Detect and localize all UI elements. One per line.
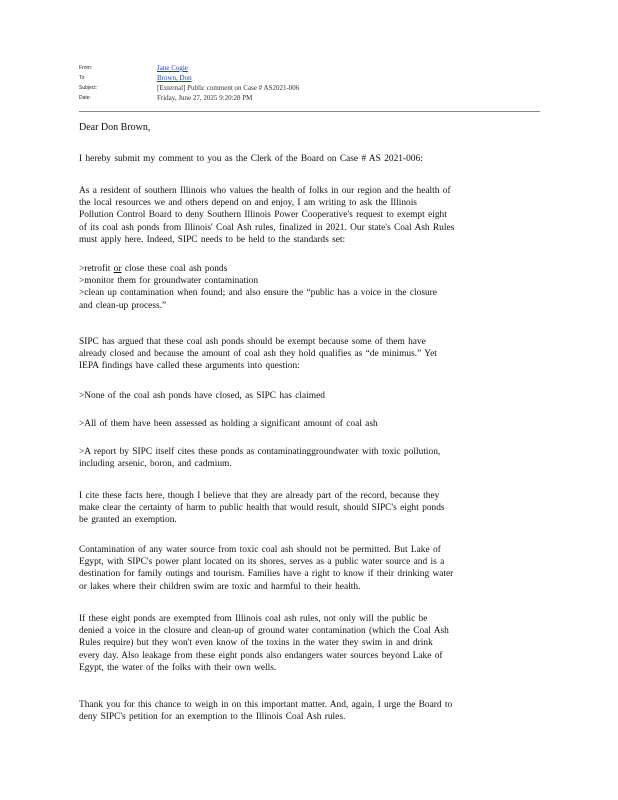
date-value: Friday, June 27, 2025 9:20:28 PM xyxy=(157,94,253,102)
date-label: Date: xyxy=(79,95,91,101)
paragraph-line: IEPA findings have called these arguments into question: xyxy=(79,361,300,372)
paragraph-line: SIPC has argued that these coal ash ponds should be exempt because some of them have xyxy=(79,337,426,347)
paragraph-line: deny SIPC's petition for an exemption to the Illinois Coal Ash rules. xyxy=(79,712,346,723)
paragraph-line: make clear the certainty of harm to public health that would result, should SIPC's eight ponds xyxy=(79,503,445,514)
list-item: >clean up contamination when found; and also ensure the “public has a voice in the closure xyxy=(79,288,437,299)
list-item-text: close these coal ash ponds xyxy=(121,264,228,274)
paragraph-line: Egypt, the water of the folks with their own wells. xyxy=(79,662,277,673)
greeting: Dear Don Brown, xyxy=(79,122,151,133)
intro-paragraph xyxy=(79,153,534,165)
paragraph-line: denied a voice in the closure and clean-up of ground water contamination (which the Coal Ash xyxy=(79,626,449,637)
to-link[interactable]: Brown, Don xyxy=(157,74,192,82)
paragraph-exempted xyxy=(79,613,534,674)
list-item: >monitor them for groundwater contamination xyxy=(79,276,259,287)
paragraph-line: destination for family outings and tourism. Families have a right to know if their drinking water xyxy=(79,569,454,580)
paragraph-line: or lakes where their children swim are toxic and harmful to their health. xyxy=(79,581,361,592)
list-item xyxy=(79,263,534,275)
paragraph-line: every day. Also leakage from these eight ponds also endangers water sources beyond Lake of xyxy=(79,650,443,661)
subject-label: Subject: xyxy=(79,85,98,91)
point-line: including arsenic, boron, and cadmium. xyxy=(79,459,232,470)
list-item-text: >retrofit xyxy=(79,264,114,274)
point-report xyxy=(79,446,534,470)
point-none-closed xyxy=(79,390,534,402)
intro-line: I hereby submit my comment to you as the Clerk of the Board on Case # AS 2021-006: xyxy=(79,154,423,164)
to-label: To: xyxy=(79,75,86,81)
paragraph-line: already closed and because the amount of coal ash they hold qualifies as “de minimus.” Yet xyxy=(79,349,437,360)
point-all-assessed xyxy=(79,418,534,430)
standards-list xyxy=(79,263,534,312)
paragraph-cite-facts xyxy=(79,490,534,527)
paragraph-contamination xyxy=(79,544,534,593)
from-label: From: xyxy=(79,65,93,71)
paragraph-line: be granted an exemption. xyxy=(79,515,177,526)
subject-value: [External] Public comment on Case # AS2021-006 xyxy=(157,84,300,92)
list-item: and clean-up process.” xyxy=(79,300,167,311)
paragraph-line: Egypt, with SIPC's power plant located on its shores, serves as a public water source and is a xyxy=(79,557,445,568)
from-link[interactable]: Jane Cogie xyxy=(157,64,188,72)
underlined-or: or xyxy=(113,264,122,274)
paragraph-line: Rules require) but they won't even know of the toxins in the water they swim in and drink xyxy=(79,638,433,649)
paragraph-line: If these eight ponds are exempted from Illinois coal ash rules, not only will the public be xyxy=(79,614,428,624)
paragraph-line: Contamination of any water source from toxic coal ash should not be permitted. But Lake of xyxy=(79,545,441,555)
paragraph-line: I cite these facts here, though I believe that they are already part of the record, because they xyxy=(79,491,440,501)
paragraph-line: Thank you for this chance to weigh in on this important matter. And, again, I urge the Board to xyxy=(79,700,453,710)
paragraph-line: must apply here. Indeed, SIPC needs to be held to the standards set: xyxy=(79,234,346,245)
point-line: >All of them have been assessed as holding a significant amount of coal ash xyxy=(79,419,378,429)
paragraph-line: Pollution Control Board to deny Southern Illinois Power Cooperative's request to exempt eight xyxy=(79,210,447,221)
paragraph-sipc-argued xyxy=(79,336,534,373)
paragraph-closing xyxy=(79,699,534,723)
point-line: >None of the coal ash ponds have closed, as SIPC has claimed xyxy=(79,391,325,401)
paragraph-resident xyxy=(79,185,534,246)
paragraph-line: the local resources we and others depend on and enjoy, I am writing to ask the Illinois xyxy=(79,198,417,209)
header-divider xyxy=(79,111,540,112)
paragraph-line: of its coal ash ponds from Illinois' Coal Ash rules, finalized in 2021. Our state's Coal Ash Rules xyxy=(79,222,455,233)
paragraph-line: As a resident of southern Illinois who values the health of folks in our region and the health of xyxy=(79,186,451,196)
point-line: >A report by SIPC itself cites these ponds as contaminatinggroundwater with toxic pollution, xyxy=(79,447,441,457)
